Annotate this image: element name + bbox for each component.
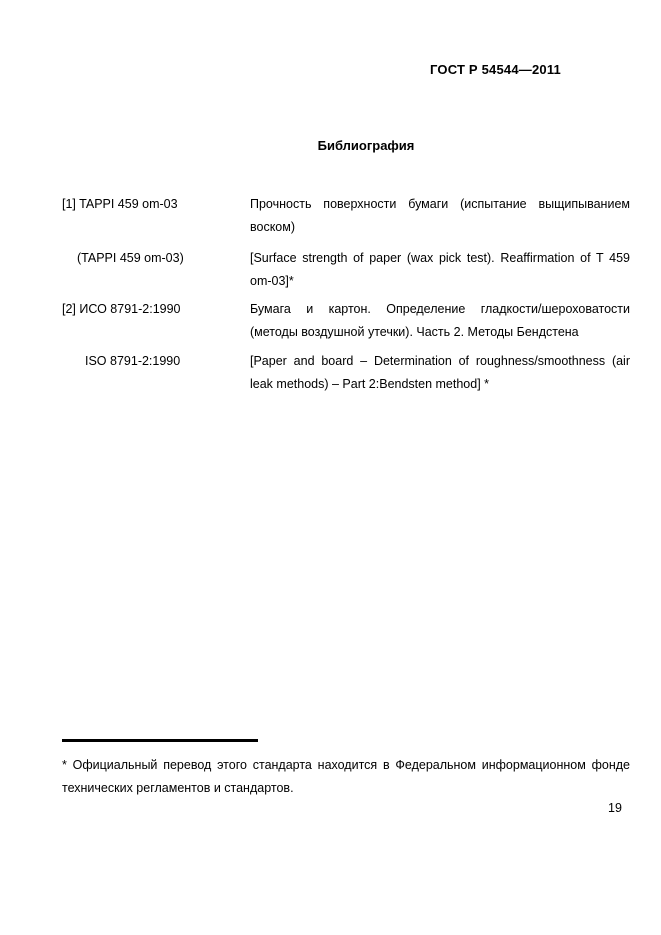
bibliography-text: Прочность поверхности бумаги (испытание выщипыванием воском) bbox=[250, 197, 630, 234]
bibliography-ref: [1] TAPPI 459 om-03 bbox=[62, 197, 178, 211]
page-number: 19 bbox=[608, 801, 622, 815]
bibliography-text: [Surface strength of paper (wax pick test). Reaffirmation of T 459 om-03]* bbox=[250, 251, 630, 288]
bibliography-list bbox=[62, 193, 630, 396]
bibliography-entry bbox=[62, 247, 630, 293]
bibliography-text: Бумага и картон. Определение гладкости/шероховатости (методы воздушной утечки). Часть 2. Методы Бендстена bbox=[250, 302, 630, 339]
page-title: Библиография bbox=[317, 138, 415, 153]
bibliography-text: [Paper and board – Determination of roughness/smoothness (air leak methods) – Part 2:Bendsten method] * bbox=[250, 354, 630, 391]
bibliography-ref: (TAPPI 459 om-03) bbox=[77, 251, 184, 265]
bibliography-entry bbox=[62, 298, 630, 344]
footnote-divider bbox=[62, 739, 258, 742]
bibliography-ref: [2] ИСО 8791-2:1990 bbox=[62, 302, 181, 316]
document-code: ГОСТ Р 54544—2011 bbox=[430, 62, 561, 77]
bibliography-ref: ISO 8791-2:1990 bbox=[85, 354, 181, 368]
bibliography-entry bbox=[62, 193, 630, 239]
bibliography-entry bbox=[62, 350, 630, 396]
footnote: * Официальный перевод этого стандарта находится в Федеральном информационном фонде технических регламентов и стандартов. bbox=[62, 758, 630, 795]
